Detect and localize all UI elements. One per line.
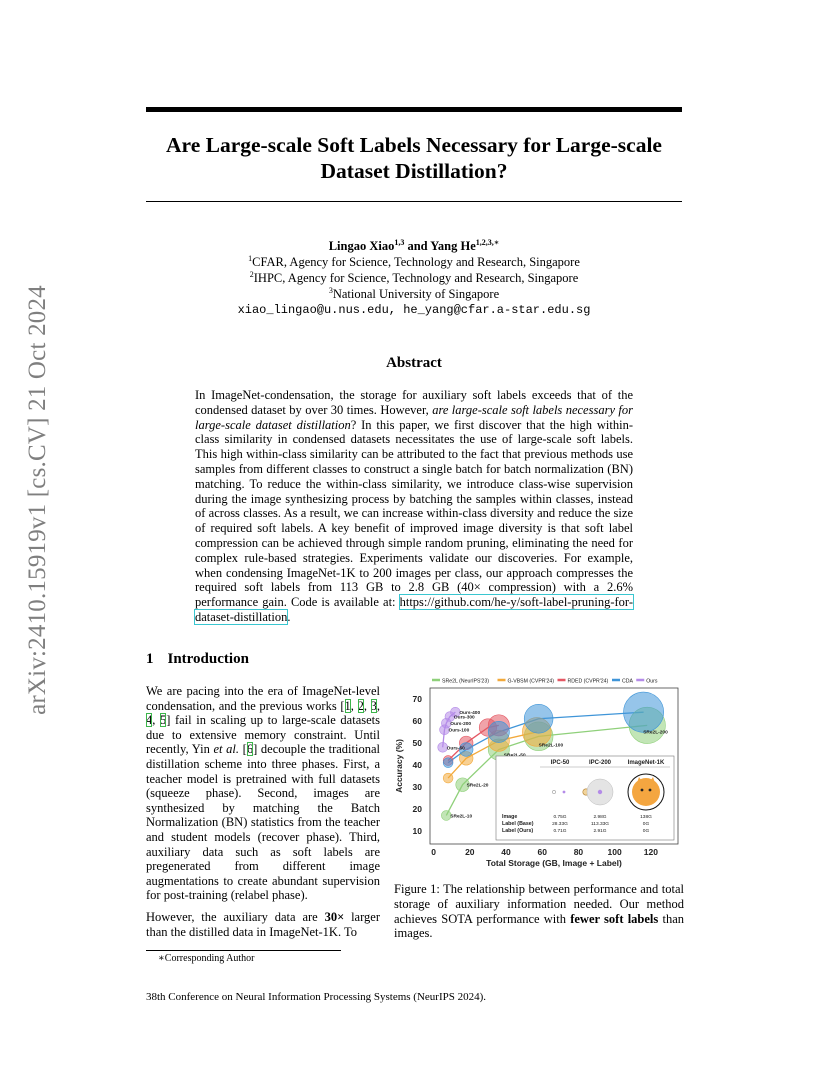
abstract-text-3: .: [287, 609, 291, 624]
inset-value: 0G: [642, 822, 650, 827]
inset-value: 0G: [642, 829, 650, 834]
y-tick-label: 70: [412, 693, 422, 704]
section-number: 1: [146, 651, 154, 667]
legend-label-4: Ours: [646, 678, 658, 685]
inset-row-label: Label (Ours): [502, 828, 534, 834]
author-block: [146, 238, 682, 318]
figure-1-chart: [394, 668, 684, 880]
affiliation-1-text: CFAR, Agency for Science, Technology and Research, Singapore: [252, 255, 580, 269]
inset-bubble: [563, 791, 566, 794]
caption-bold: fewer soft labels: [570, 911, 659, 926]
intro-bold: 30×: [324, 909, 345, 924]
inset-value: 2.98G: [593, 815, 607, 820]
abstract-emphasis: are large-scale soft labels necessary for large-scale dataset distillation: [195, 402, 633, 432]
point-label: Ours-50: [446, 746, 465, 752]
citation-6[interactable]: 6: [246, 742, 254, 757]
section-title: Introduction: [167, 651, 249, 667]
title-line-1: Are Large-scale Soft Labels Necessary for Large-scale: [166, 133, 662, 157]
author-names: [146, 238, 682, 254]
inset-value: 138G: [640, 815, 652, 820]
y-tick-label: 20: [412, 803, 422, 814]
intro-text-2b: larger than the distilled data in ImageNet-1K. To: [146, 909, 380, 939]
affiliation-2-text: IHPC, Agency for Science, Technology and Research, Singapore: [253, 271, 579, 285]
legend-label-0: SRe2L (NeurIPS'23): [442, 678, 489, 685]
x-tick-label: 80: [573, 847, 584, 857]
affiliation-1-sup: 1: [248, 253, 253, 263]
data-point: [488, 721, 509, 742]
intro-paragraph-1: We are pacing into the era of ImageNet-level condensation, and the previous works [1, 2, 3, 4, 5] fail in scaling up to large-scale datasets due to extensive memory constraint. Until recently, Yin et al. [6] decouple the traditional distillation scheme into three phases. First, a teacher model is pretrained with full datasets (squeeze phase). Second, images are synthesized by matching the Batch Normalization (BN) statistics from the teacher and student models (recover phase). Third, auxiliary data such as soft labels are pregenerated from different image augmentations to create abundant supervision for post-training (relabel phase).: [146, 684, 381, 903]
inset-row-label: Image: [502, 814, 518, 820]
intro-body: [146, 684, 380, 946]
x-tick-label: 20: [465, 847, 475, 857]
abstract-body: [195, 388, 633, 625]
point-label: Ours-300: [453, 715, 475, 721]
y-tick-label: 10: [412, 825, 422, 836]
x-tick-label: 60: [537, 847, 547, 857]
author-conjunction: and: [404, 239, 431, 253]
intro-paragraph-2: [146, 910, 380, 939]
author-he-affil: 1,2,3,∗: [475, 237, 500, 247]
citation-4[interactable]: 4: [146, 713, 153, 728]
intro-emphasis: et al.: [213, 742, 240, 757]
conference-note: 38th Conference on Neural Information Processing Systems (NeurIPS 2024).: [146, 991, 487, 1003]
point-label: Ours-400: [459, 711, 481, 717]
data-point: [443, 773, 453, 783]
cat-eye-icon: [641, 789, 644, 792]
paper-title: [146, 132, 682, 184]
affiliation-3-text: National University of Singapore: [332, 287, 500, 301]
inset-value: 113.33G: [590, 822, 610, 827]
y-tick-label: 30: [412, 781, 422, 792]
point-label: SRe2L-200: [643, 730, 668, 736]
figure-1: [394, 668, 684, 880]
caption-text-2: than images.: [394, 911, 685, 941]
arxiv-id: arXiv:2410.15919v1 [cs.CV] 21 Oct 2024: [24, 285, 51, 715]
abstract-heading: Abstract: [386, 355, 442, 371]
data-point: [624, 692, 664, 732]
inset-value: 0.71G: [553, 829, 567, 834]
point-label: Ours-200: [450, 722, 472, 728]
inset-column-header: ImageNet-1K: [627, 760, 665, 766]
inset-row-label: Label (Base): [502, 821, 534, 827]
footnote: ∗Corresponding Author: [158, 953, 255, 964]
abstract-text-1: In ImageNet-condensation, the storage for auxiliary soft labels exceeds that of the condensed dataset by over 30 times. However,: [195, 388, 633, 417]
data-point: [443, 758, 453, 768]
author-xiao: Lingao Xiao: [328, 239, 395, 253]
point-label: SRe2L-10: [450, 814, 473, 820]
x-tick-label: 100: [607, 847, 622, 857]
abstract-text-2: ? In this paper, we first discover that the high within-class similarity in condensed datasets necessitates the use of large-scale soft labels. This high within-class similarity can be attributed to the fact that previous methods use samples from different classes to construct a single batch for batch normalization (BN) matching. To reduce the within-class similarity, we introduce class-wise supervision during the image synthesizing process by batching the samples within classes, instead of across classes. As a result, we can increase within-class diversity and reduce the size of required soft labels. A key benefit of improved image diversity is that soft label compression can be achieved through simple random pruning, eliminating the need for complex rule-based strategies. Experiments validate our discoveries. For example, when condensing ImageNet-1K to 200 images per class, our approach compresses the required soft labels from 113 GB to 2.8 GB (40× compression) with a 2.6% performance gain. Code is available at:: [195, 417, 633, 610]
y-tick-label: 40: [412, 759, 422, 770]
inset-value: 28.33G: [552, 822, 568, 827]
x-tick-label: 0: [431, 847, 436, 857]
y-tick-label: 50: [412, 737, 422, 748]
title-top-rule: [146, 107, 682, 112]
x-tick-label: 40: [501, 847, 511, 857]
legend-label-3: CDA: [622, 678, 633, 685]
x-axis-label: Total Storage (GB, Image + Label): [486, 858, 622, 868]
affiliation-2-sup: 2: [249, 269, 254, 279]
caption-text-1: Figure 1: The relationship between performance and total storage of auxiliary information needed. Our method achieves SOTA performance with: [394, 882, 684, 926]
author-he: Yang He: [430, 239, 476, 253]
cat-icon: [632, 778, 660, 806]
citation-3[interactable]: 3: [370, 698, 377, 713]
x-tick-label: 120: [643, 847, 658, 857]
inset-value: 0.75G: [553, 815, 567, 820]
inset-column-header: IPC-200: [588, 760, 612, 766]
intro-text-2a: However, the auxiliary data are: [146, 909, 325, 924]
section-heading-introduction: [146, 651, 249, 668]
inset-bubble: [598, 790, 602, 794]
point-label: SRe2L-20: [466, 783, 489, 789]
citation-5[interactable]: 5: [159, 713, 167, 728]
legend-label-2: RDED (CVPR'24): [567, 678, 609, 685]
title-bottom-rule: [146, 201, 682, 202]
arxiv-stamp: [16, 285, 60, 715]
legend-label-1: G-VBSM (CVPR'24): [507, 678, 555, 685]
inset-value: 2.91G: [593, 829, 607, 834]
intro-text-1c: decouple the traditional distillation scheme into three phases. First, a teacher model is pretrained with full datasets (squeeze phase). Second, images are synthesized by matching the Batch Normalization (BN) statistics from the teacher and student models (recover phase). Third, auxiliary data such as soft labels are pregenerated from different image augmentations to create abundant supervision for post-training (relabel phase).: [146, 742, 380, 903]
code-link[interactable]: https://github.com/he-y/soft-label-pruning-for-dataset-distillation: [195, 595, 633, 624]
y-axis-label: Accuracy (%): [394, 739, 404, 793]
affiliation-1: [146, 254, 682, 270]
author-xiao-affil: 1,3: [394, 237, 405, 247]
inset-column-header: IPC-50: [550, 760, 570, 766]
intro-text-1a: We are pacing into the era of ImageNet-level condensation, and the previous works [: [146, 684, 380, 713]
y-tick-label: 60: [412, 715, 422, 726]
citation-2[interactable]: 2: [357, 698, 364, 713]
figure-1-caption: [394, 882, 684, 941]
data-point: [524, 704, 553, 733]
affiliation-3: [146, 286, 682, 302]
intro-text-1b: ] fail in scaling up to large-scale datasets due to extensive memory constraint. Until recently, Yin: [146, 713, 381, 757]
point-label: Ours-100: [448, 728, 470, 734]
title-line-2: Dataset Distillation?: [320, 159, 508, 183]
affiliation-3-sup: 3: [328, 285, 333, 295]
footnote-rule: [146, 950, 341, 951]
citation-1[interactable]: 1: [344, 698, 351, 713]
author-emails[interactable]: xiao_lingao@u.nus.edu, he_yang@cfar.a-star.edu.sg: [237, 303, 591, 317]
point-label: SRe2L-100: [538, 743, 564, 749]
affiliation-2: [146, 270, 682, 286]
cat-eye-icon: [649, 789, 652, 792]
